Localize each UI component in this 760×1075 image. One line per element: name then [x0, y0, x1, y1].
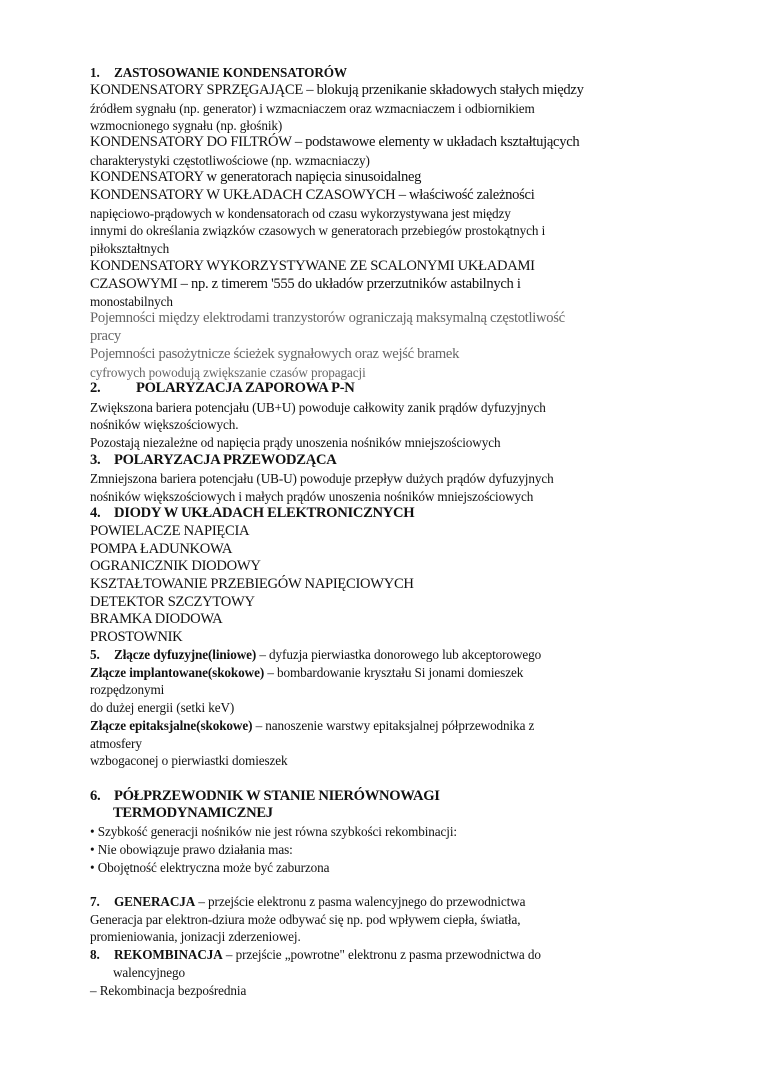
section-1-line: Pojemności pasożytnicze ścieżek sygnałowych oraz wejść bramek: [90, 346, 460, 362]
section-4-item: KSZTAŁTOWANIE PRZEBIEGÓW NAPIĘCIOWYCH: [90, 576, 414, 592]
section-4-item: OGRANICZNIK DIODOWY: [90, 558, 261, 574]
section-1-line: KONDENSATORY w generatorach napięcia sinusoidalneg: [90, 169, 422, 185]
section-5-line: [90, 646, 541, 663]
section-6-number: 6.: [90, 788, 101, 804]
section-3-title: POLARYZACJA PRZEWODZĄCA: [114, 452, 337, 468]
section-5-line: [90, 664, 523, 681]
section-4-heading: [90, 505, 414, 522]
term-recombination: REKOMBINACJA: [114, 947, 223, 962]
section-4-item: BRAMKA DIODOWA: [90, 611, 223, 627]
section-1-line: innymi do określania związków czasowych w generatorach przebiegów prostokątnych i: [90, 223, 546, 238]
section-1-line: napięciowo-prądowych w kondensatorach od czasu wykorzystywana jest między: [90, 206, 511, 221]
section-1-line: KONDENSATORY SPRZĘGAJĄCE – blokują przenikanie składowych stałych między: [90, 82, 584, 98]
section-6-title-cont: TERMODYNAMICZNEJ: [113, 805, 273, 821]
section-7-number: 7.: [90, 894, 100, 909]
section-5-line: [90, 717, 534, 734]
section-5-line: atmosfery: [90, 736, 142, 751]
section-4-item: PROSTOWNIK: [90, 629, 183, 645]
term-implanted-junction: Złącze implantowane(skokowe): [90, 665, 265, 680]
section-1-line: CZASOWYMI – np. z timerem '555 do układów przerzutników astabilnych i: [90, 276, 521, 292]
section-2-line: Pozostają niezależne od napięcia prądy unoszenia nośników mniejszościowych: [90, 435, 501, 450]
section-5-number: 5.: [90, 647, 100, 662]
section-2-title: POLARYZACJA ZAPOROWA P-N: [136, 380, 355, 396]
section-4-item: POMPA ŁADUNKOWA: [90, 541, 233, 557]
section-7-line: promieniowania, jonizacji zderzeniowej.: [90, 929, 301, 944]
section-5-line: rozpędzonymi: [90, 682, 165, 697]
term-definition: – przejście „powrotne" elektronu z pasma przewodnictwa do: [222, 947, 541, 962]
section-7-line: [90, 893, 525, 910]
section-1-line: KONDENSATORY DO FILTRÓW – podstawowe elementy w układach kształtujących: [90, 134, 580, 150]
section-1-title: ZASTOSOWANIE KONDENSATORÓW: [114, 65, 348, 80]
section-7-line: Generacja par elektron-dziura może odbywać się np. pod wpływem ciepła, światła,: [90, 912, 521, 927]
term-definition: – dyfuzja pierwiastka donorowego lub akceptorowego: [256, 647, 542, 662]
section-2-number: 2.: [90, 380, 101, 396]
section-1-line: KONDENSATORY WYKORZYSTYWANE ZE SCALONYMI UKŁADAMI: [90, 258, 535, 274]
section-1-line: monostabilnych: [90, 294, 173, 309]
section-5-line: wzbogaconej o pierwiastki domieszek: [90, 753, 288, 768]
section-1-line: KONDENSATORY W UKŁADACH CZASOWYCH – właściwość zależności: [90, 187, 535, 203]
section-3-number: 3.: [90, 452, 101, 468]
section-1-line: cyfrowych powodują zwiększanie czasów propagacji: [90, 365, 366, 380]
bullet-item: • Szybkość generacji nośników nie jest równa szybkości rekombinacji:: [90, 824, 457, 839]
section-4-item: DETEKTOR SZCZYTOWY: [90, 594, 255, 610]
section-2-line: nośników większościowych.: [90, 417, 239, 432]
section-1-line: Pojemności między elektrodami tranzystorów ograniczają maksymalną częstotliwość: [90, 310, 565, 326]
section-8-number: 8.: [90, 947, 100, 962]
section-2-line: Zwiększona bariera potencjału (UB+U) powoduje całkowity zanik prądów dyfuzyjnych: [90, 400, 546, 415]
section-3-heading: [90, 452, 336, 469]
section-1-line: charakterystyki częstotliwościowe (np. wzmacniaczy): [90, 153, 370, 168]
bullet-item: • Obojętność elektryczna może być zaburzona: [90, 860, 330, 875]
section-1-line: źródłem sygnału (np. generator) i wzmacniaczem oraz wzmacniaczem i odbiornikiem: [90, 101, 535, 116]
section-6-title: PÓŁPRZEWODNIK W STANIE NIERÓWNOWAGI: [114, 788, 440, 804]
term-diffused-junction: Złącze dyfuzyjne(liniowe): [114, 647, 257, 662]
bullet-item: • Nie obowiązuje prawo działania mas:: [90, 842, 293, 857]
section-3-line: nośników większościowych i małych prądów unoszenia nośników mniejszościowych: [90, 489, 534, 504]
section-1-number: 1.: [90, 65, 100, 80]
term-definition: – przejście elektronu z pasma walencyjnego do przewodnictwa: [195, 894, 526, 909]
section-4-item: POWIELACZE NAPIĘCIA: [90, 523, 250, 539]
section-1-line: pracy: [90, 328, 121, 344]
section-8-line: [90, 946, 541, 963]
section-1-line: piłokształtnych: [90, 241, 170, 256]
section-8-line: walencyjnego: [113, 965, 186, 980]
section-3-line: Zmniejszona bariera potencjału (UB-U) powoduje przepływ dużych prądów dyfuzyjnych: [90, 471, 554, 486]
section-5-line: do dużej energii (setki keV): [90, 700, 235, 715]
section-2-heading: [90, 380, 355, 397]
section-4-title: DIODY W UKŁADACH ELEKTRONICZNYCH: [114, 505, 415, 521]
section-6-heading: [90, 788, 440, 805]
term-definition: – nanoszenie warstwy epitaksjalnej półprzewodnika z: [252, 718, 535, 733]
term-epitaxial-junction: Złącze epitaksjalne(skokowe): [90, 718, 253, 733]
term-generation: GENERACJA: [114, 894, 196, 909]
section-1-line: wzmocnionego sygnału (np. głośnik): [90, 118, 283, 133]
section-8-line: – Rekombinacja bezpośrednia: [90, 983, 247, 998]
section-1-heading: [90, 64, 347, 81]
section-4-number: 4.: [90, 505, 101, 521]
term-definition: – bombardowanie kryształu Si jonami domieszek: [264, 665, 524, 680]
